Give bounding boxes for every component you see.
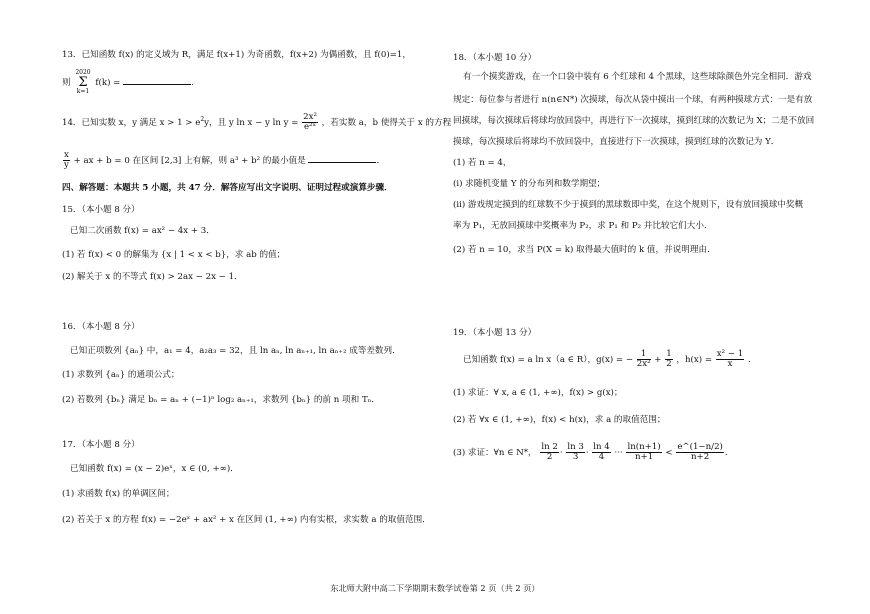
q17-part2: (2) 若关于 x 的方程 f(x) = −2eˣ + ax² + x 在区间 (1, +∞) 内有实根，求实数 a 的取值范围． xyxy=(62,515,431,525)
q15-stem: 已知二次函数 f(x) = ax² − 4x + 3． xyxy=(70,226,215,236)
q16-head: 16．（本小题 8 分） xyxy=(62,322,140,332)
q19-part3: (3) 求证：∀n ∈ N*， $\frac{\ln 2}{2}$ · $\frac{\ln 3}{3}$ · $\frac{\ln 4}{4}$ ··· $\frac{\ln(n+1)}{n+1}$ < $\frac{e\^{}(1-n/2)}{n+2}$ . xyxy=(453,442,728,463)
answer-blank[interactable] xyxy=(308,154,376,163)
q13-prefix: 则 xyxy=(62,78,71,88)
q18-part1-ii-a: (ⅱ) 游戏规定摸到的红球数不少于摸到的黑球数即中奖，在这个规则下，设有放回摸球中奖概 xyxy=(453,200,804,210)
q18-part1-ii-b: 率为 P₁，无放回摸球中奖概率为 P₂，求 P₁ 和 P₂ 并比较它们大小． xyxy=(453,221,713,231)
q18-line3: 回摸球，每次摸球后将球均放回袋中，再进行下一次摸球，摸到红球的次数记为 X；二是不放回 xyxy=(453,116,815,126)
section-heading: 四、解答题：本题共 5 小题，共 47 分．解答应写出文字说明、证明过程或演算步骤． xyxy=(62,183,393,193)
q14-line1: 14．已知实数 x，y 满足 $x > 1 > e^2y$，且 y ln x − y ln y = $\frac{\text{2x²}}{\text{e²ˣ}}$ ，若实数 a，b 使得关于 x 的方程 xyxy=(62,112,452,133)
q18-part1-i: (ⅰ) 求随机变量 Y 的分布列和数学期望； xyxy=(453,179,606,189)
q15-head: 15．（本小题 8 分） xyxy=(62,205,140,215)
q19-part2: (2) 若 ∀x ∈ (1, +∞)，f(x) < h(x)，求 a 的取值范围； xyxy=(453,415,666,425)
q19-stem: 已知函数 f(x) = a ln x（a ∈ R），g(x) = − $\frac{1}{\text{2x²}}$ + $\frac{1}{2}$ ，h(x) = $\frac{\text{x² − 1}}{x}$ ． xyxy=(463,349,757,370)
page-footer: 东北师大附中高二下学期期末数学试卷第 2 页（共 2 页） xyxy=(330,583,540,593)
answer-blank[interactable] xyxy=(123,76,191,85)
q19-fraction-3: $\frac{\text{x² − 1}}{x}$ xyxy=(716,349,744,370)
q19-fraction-2: $\frac{1}{2}$ xyxy=(666,349,672,370)
q18-part1: (1) 若 n = 4， xyxy=(453,158,512,168)
q18-part2: (2) 若 n = 10，求当 P(X = k) 取得最大值时的 k 值，并说明理由． xyxy=(453,245,716,255)
q18-line4: 摸球，每次摸球后将球均不放回袋中，直接进行下一次摸球，摸到红球的次数记为 Y． xyxy=(453,137,780,147)
q15-part1: (1) 若 f(x) < 0 的解集为 {x | 1 < x < b}，求 ab 的值； xyxy=(62,250,286,260)
q14-line2: $\frac{x}{y}$ + ax + b = 0 在区间 [2,3] 上有解，则 a³ + b² 的最小值是 . xyxy=(64,150,380,171)
q19-fraction-1: $\frac{1}{\text{2x²}}$ xyxy=(636,349,651,370)
q17-head: 17．（本小题 8 分） xyxy=(62,440,140,450)
q17-part1: (1) 求函数 f(x) 的单调区间； xyxy=(62,489,175,499)
q16-stem: 已知正项数列 {aₙ} 中，a₁ = 4，a₂a₃ = 32，且 ln aₙ, ln aₙ₊₁, ln aₙ₊₂ 成等差数列． xyxy=(70,346,401,356)
q16-part2: (2) 若数列 {bₙ} 满足 bₙ = aₙ + (−1)ⁿ log₂ aₙ₊₁，求数列 {bₙ} 的前 n 项和 Tₙ． xyxy=(62,395,380,405)
q13-line2: 则 2020 Σ k=1 f(k) = . xyxy=(62,69,194,95)
q15-part2: (2) 解关于 x 的不等式 f(x) > 2ax − 2x − 1． xyxy=(62,272,243,282)
q13-line1: 13．已知函数 f(x) 的定义域为 R，满足 f(x+1) 为奇函数，f(x+2) 为偶函数，且 f(0)=1， xyxy=(62,50,411,60)
q17-stem: 已知函数 f(x) = (x − 2)eˣ，x ∈ (0, +∞)． xyxy=(70,464,239,474)
q14-xy-fraction: $\frac{x}{y}$ xyxy=(64,150,69,171)
sum-symbol: 2020 Σ k=1 xyxy=(75,69,91,95)
q19-part1: (1) 求证：∀ x, a ∈ (1, +∞)，f(x) > g(x)； xyxy=(453,388,623,398)
q19-head: 19．（本小题 13 分） xyxy=(453,328,537,338)
q16-part1: (1) 求数列 {aₙ} 的通项公式； xyxy=(62,370,180,380)
q14-fraction: $\frac{\text{2x²}}{\text{e²ˣ}}$ xyxy=(303,112,317,133)
q18-line1: 有一个摸奖游戏，在一个口袋中装有 6 个红球和 4 个黑球，这些球除颜色外完全相同．游戏 xyxy=(463,72,812,82)
q18-line2: 规定：每位参与者进行 n(n∈N*) 次摸球，每次从袋中摸出一个球，有两种摸球方式：一是有放 xyxy=(453,95,813,105)
q18-head: 18．（本小题 10 分） xyxy=(453,53,537,63)
